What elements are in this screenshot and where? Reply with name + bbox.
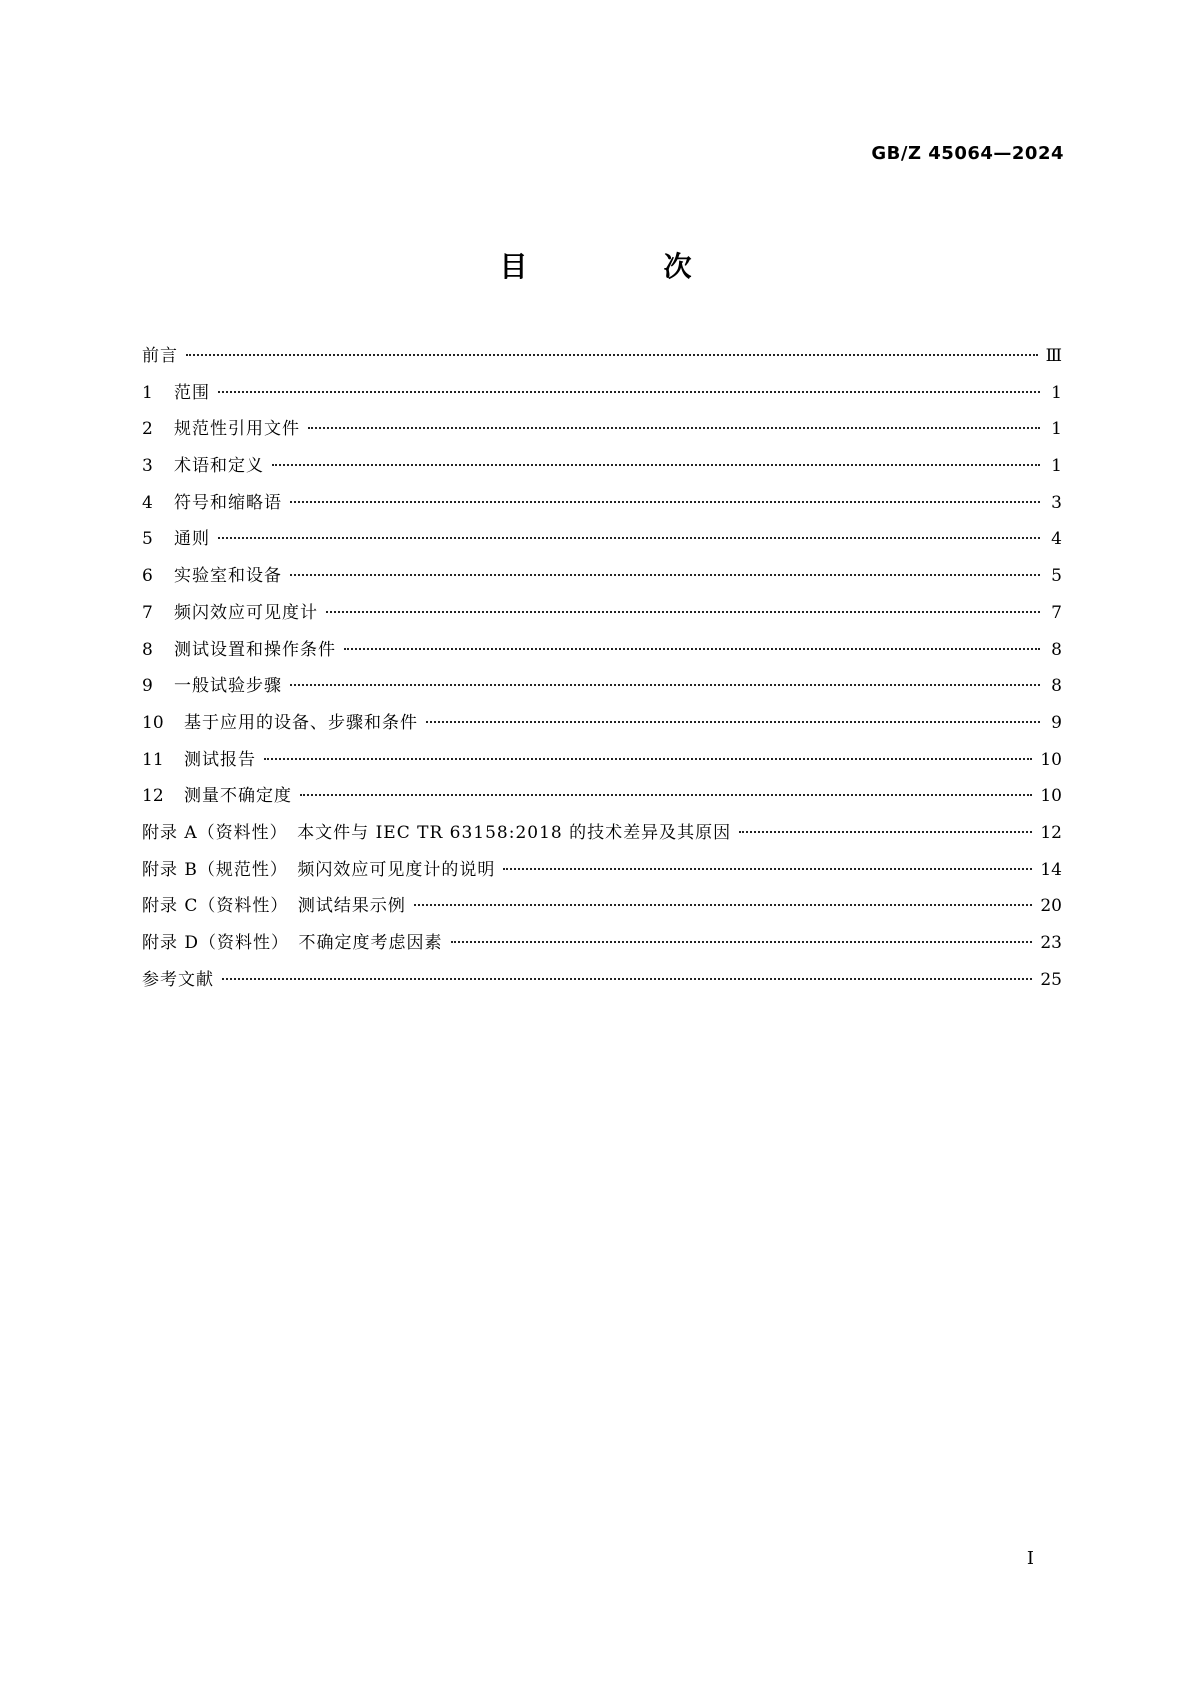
toc-entry-number: 9 (142, 676, 153, 697)
toc-entry-page: 20 (1040, 896, 1062, 917)
toc-entry-label: 测试报告 (184, 749, 256, 770)
toc-entry[interactable] (142, 852, 1062, 889)
toc-entry[interactable] (142, 705, 1062, 742)
dot-leader (503, 868, 1032, 870)
toc-entry-label: 附录 C（资料性） 测试结果示例 (142, 896, 406, 917)
dot-leader (290, 684, 1040, 686)
toc-entry-page: 1 (1051, 456, 1062, 477)
toc-entry-label: 基于应用的设备、步骤和条件 (184, 712, 418, 733)
standard-code: GB/Z 45064—2024 (871, 143, 1064, 164)
toc-entry-page: 25 (1040, 969, 1062, 990)
dot-leader (300, 794, 1032, 796)
dot-leader (739, 831, 1032, 833)
toc-entry-page: 10 (1040, 786, 1062, 807)
dot-leader (222, 978, 1032, 980)
toc-entry-page: 1 (1051, 419, 1062, 440)
toc-entry[interactable] (142, 448, 1062, 485)
toc-entry-number: 7 (142, 602, 153, 623)
toc-entry-number: 5 (142, 529, 153, 550)
dot-leader (451, 941, 1033, 943)
toc-entry-page: 8 (1051, 639, 1062, 660)
toc-entry[interactable] (142, 925, 1062, 962)
toc-entry-page: 1 (1051, 382, 1062, 403)
dot-leader (426, 721, 1040, 723)
toc-entry-page: 4 (1051, 529, 1062, 550)
toc-entry[interactable] (142, 521, 1062, 558)
toc-entry-label: 附录 B（规范性） 频闪效应可见度计的说明 (142, 859, 496, 880)
dot-leader (218, 537, 1040, 539)
toc-entry-page: 14 (1040, 859, 1062, 880)
toc-entry-page: 9 (1051, 712, 1062, 733)
toc-entry-label: 附录 A（资料性） 本文件与 IEC TR 63158:2018 的技术差异及其原因 (142, 822, 732, 843)
toc-entry-page: 10 (1040, 749, 1062, 770)
toc-entry-label: 附录 D（资料性） 不确定度考虑因素 (142, 933, 443, 953)
toc-entry-page: 5 (1051, 566, 1062, 587)
toc-entry-page: 8 (1051, 676, 1062, 697)
page-title: 目 次 (499, 250, 746, 283)
toc-entry-number: 11 (142, 749, 164, 770)
toc-entry[interactable] (142, 338, 1062, 375)
toc-entry-number: 6 (142, 566, 153, 587)
page-number: Ⅰ (1026, 1548, 1034, 1569)
dot-leader (290, 574, 1040, 576)
dot-leader (272, 464, 1040, 466)
toc-entry-page: 7 (1051, 602, 1062, 623)
dot-leader (308, 427, 1040, 429)
toc-entry-number: 10 (142, 712, 164, 733)
table-of-contents (142, 338, 1062, 998)
dot-leader (218, 391, 1040, 393)
toc-entry-number: 2 (142, 419, 153, 440)
toc-entry[interactable] (142, 962, 1062, 999)
toc-entry[interactable] (142, 815, 1062, 852)
toc-entry-label: 前言 (142, 346, 178, 366)
toc-entry-label: 符号和缩略语 (174, 492, 282, 513)
toc-entry-number: 8 (142, 639, 153, 660)
toc-entry[interactable] (142, 742, 1062, 779)
toc-entry-label: 频闪效应可见度计 (174, 602, 318, 623)
dot-leader (290, 501, 1040, 503)
toc-entry-label: 一般试验步骤 (174, 676, 282, 697)
toc-entry[interactable] (142, 485, 1062, 522)
dot-leader (264, 758, 1032, 760)
toc-entry-label: 通则 (174, 529, 210, 550)
toc-entry-label: 规范性引用文件 (174, 419, 300, 440)
dot-leader (186, 354, 1038, 356)
toc-entry-page: 12 (1040, 822, 1062, 843)
dot-leader (326, 611, 1040, 613)
toc-entry[interactable] (142, 375, 1062, 412)
toc-entry-number: 3 (142, 456, 153, 477)
toc-entry-number: 4 (142, 492, 153, 513)
toc-entry[interactable] (142, 778, 1062, 815)
toc-entry-label: 测试设置和操作条件 (174, 639, 336, 660)
toc-entry[interactable] (142, 888, 1062, 925)
toc-entry-number: 1 (142, 382, 153, 403)
toc-entry[interactable] (142, 668, 1062, 705)
toc-entry-page: 3 (1051, 492, 1062, 513)
dot-leader (344, 648, 1040, 650)
toc-entry-label: 范围 (174, 382, 210, 403)
toc-entry-label: 测量不确定度 (184, 786, 292, 807)
toc-entry[interactable] (142, 595, 1062, 632)
toc-entry[interactable] (142, 632, 1062, 669)
toc-entry[interactable] (142, 558, 1062, 595)
toc-entry[interactable] (142, 411, 1062, 448)
toc-entry-label: 实验室和设备 (174, 566, 282, 587)
toc-entry-page: Ⅲ (1045, 346, 1062, 366)
toc-entry-number: 12 (142, 786, 164, 807)
toc-entry-label: 术语和定义 (174, 456, 264, 477)
dot-leader (414, 904, 1032, 906)
toc-entry-page: 23 (1040, 933, 1062, 953)
toc-entry-label: 参考文献 (142, 969, 214, 990)
